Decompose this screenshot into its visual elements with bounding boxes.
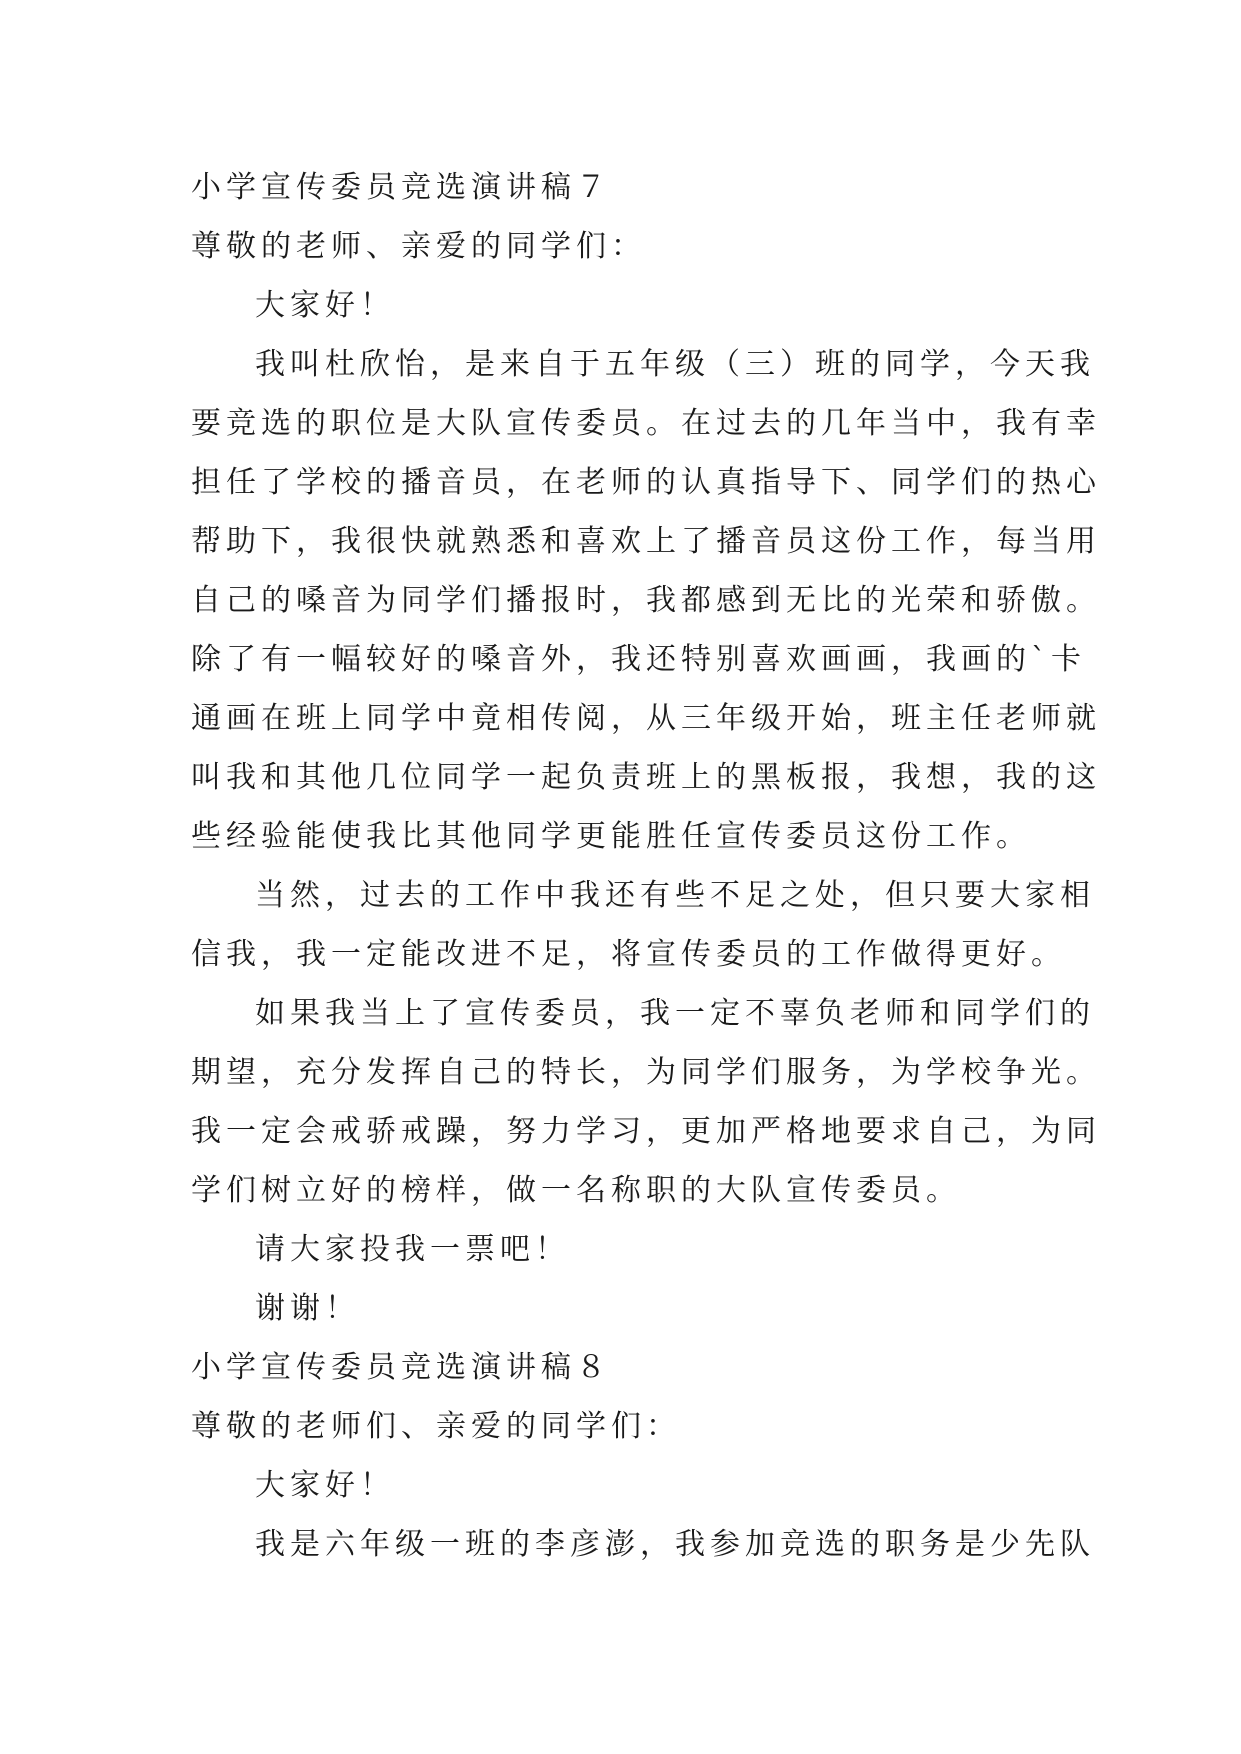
paragraph-line: 如果我当上了宣传委员，我一定不辜负老师和同学们的: [255, 996, 1095, 1031]
paragraph-line: 信我，我一定能改进不足，将宣传委员的工作做得更好。: [191, 937, 1066, 972]
paragraph-line: 期望，充分发挥自己的特长，为同学们服务，为学校争光。: [191, 1055, 1101, 1090]
document-body: [191, 158, 1101, 1574]
salutation: 尊敬的老师们、亲爱的同学们：: [191, 1409, 681, 1444]
greeting: 大家好！: [255, 1468, 395, 1503]
paragraph-line: 帮助下，我很快就熟悉和喜欢上了播音员这份工作，每当用: [191, 524, 1101, 559]
salutation: 尊敬的老师、亲爱的同学们：: [191, 229, 646, 264]
paragraph-line: 除了有一幅较好的嗓音外，我还特别喜欢画画，我画的`卡: [191, 642, 1086, 677]
paragraph-line: 学们树立好的榜样，做一名称职的大队宣传委员。: [191, 1173, 961, 1208]
greeting: 大家好！: [255, 288, 395, 323]
paragraph-line: 些经验能使我比其他同学更能胜任宣传委员这份工作。: [191, 819, 1031, 854]
paragraph-line: 叫我和其他几位同学一起负责班上的黑板报，我想，我的这: [191, 760, 1101, 795]
speech-title: 小学宣传委员竞选演讲稿７: [191, 170, 611, 205]
closing-thanks: 谢谢！: [255, 1291, 360, 1326]
paragraph-line: 我一定会戒骄戒躁，努力学习，更加严格地要求自己，为同: [191, 1114, 1101, 1149]
paragraph-line: 自己的嗓音为同学们播报时，我都感到无比的光荣和骄傲。: [191, 583, 1101, 618]
closing-request: 请大家投我一票吧！: [255, 1232, 570, 1267]
paragraph-line: 通画在班上同学中竟相传阅，从三年级开始，班主任老师就: [191, 701, 1101, 736]
paragraph-line: 我叫杜欣怡，是来自于五年级（三）班的同学，今天我: [255, 347, 1095, 382]
paragraph-line: 当然，过去的工作中我还有些不足之处，但只要大家相: [255, 878, 1095, 913]
paragraph-line: 担任了学校的播音员，在老师的认真指导下、同学们的热心: [191, 465, 1101, 500]
paragraph-line: 我是六年级一班的李彦澎，我参加竞选的职务是少先队: [255, 1527, 1095, 1562]
paragraph-line: 要竞选的职位是大队宣传委员。在过去的几年当中，我有幸: [191, 406, 1101, 441]
speech-title: 小学宣传委员竞选演讲稿８: [191, 1350, 611, 1385]
